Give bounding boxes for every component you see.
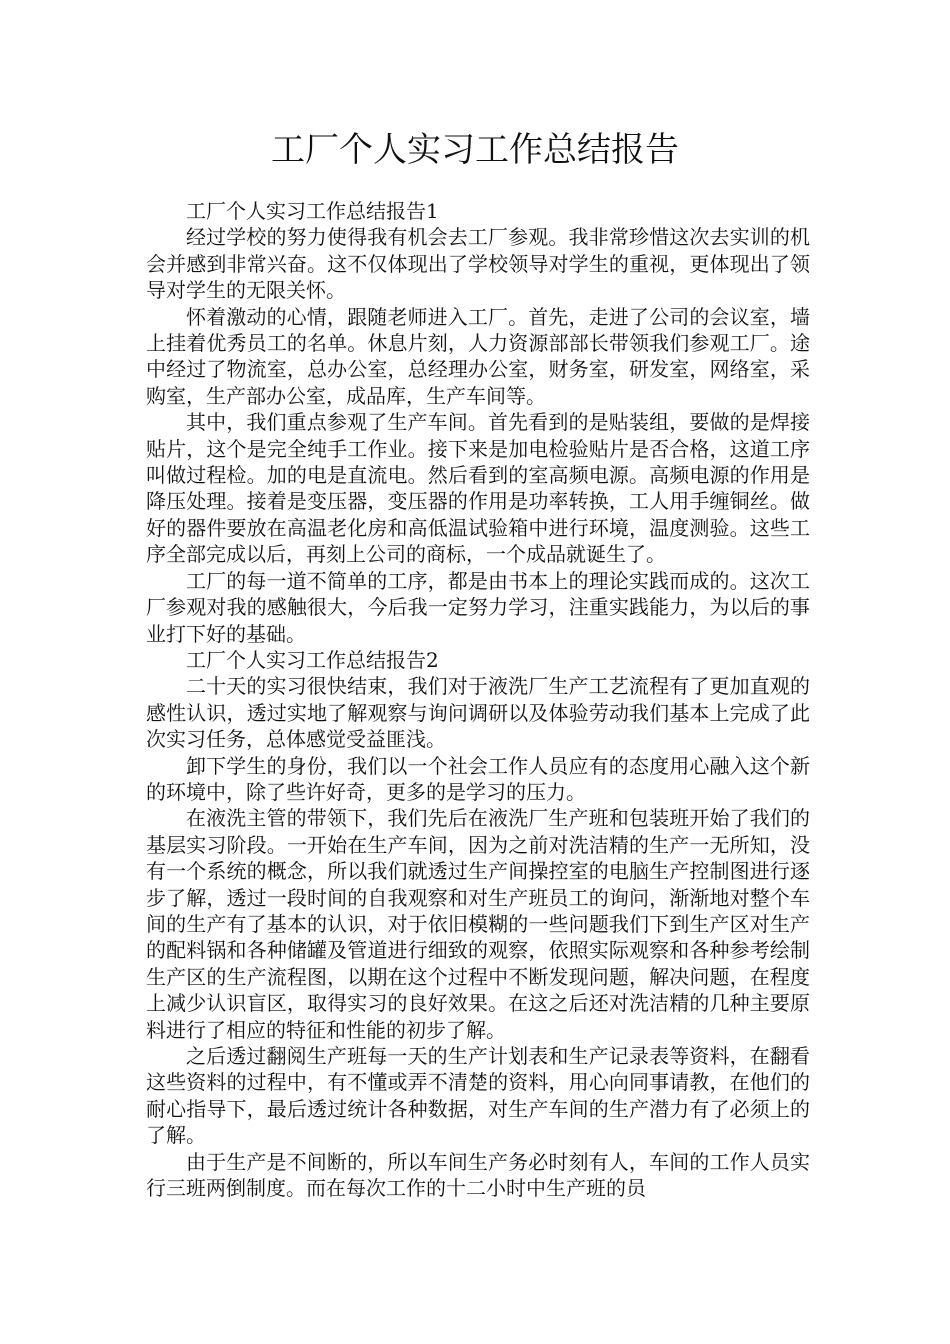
paragraph: 二十天的实习很快结束，我们对于液洗厂生产工艺流程有了更加直观的感性认识，透过实地了解观察与询问调研以及体验劳动我们基本上完成了此次实习任务，总体感觉受益匪浅。 [146, 674, 810, 752]
paragraph: 由于生产是不间断的，所以车间生产务必时刻有人，车间的工作人员实行三班两倒制度。而在每次工作的十二小时中生产班的员 [146, 1149, 810, 1201]
document-body [146, 198, 810, 1201]
paragraph: 怀着激动的心情，跟随老师进入工厂。首先，走进了公司的会议室，墙上挂着优秀员工的名单。休息片刻，人力资源部部长带领我们参观工厂。途中经过了物流室，总办公室，总经理办公室，财务室，研发室，网络室，采购室，生产部办公室，成品库，生产车间等。 [146, 304, 810, 408]
paragraph: 之后透过翻阅生产班每一天的生产计划表和生产记录表等资料，在翻看这些资料的过程中，有不懂或弄不清楚的资料，用心向同事请教，在他们的耐心指导下，最后透过统计各种数据，对生产车间的生产潜力有了必须上的了解。 [146, 1044, 810, 1148]
paragraph: 在液洗主管的带领下，我们先后在液洗厂生产班和包装班开始了我们的基层实习阶段。一开始在生产车间，因为之前对洗洁精的生产一无所知，没有一个系统的概念，所以我们就透过生产间操控室的电脑生产控制图进行逐步了解，透过一段时间的自我观察和对生产班员工的询问，渐渐地对整个车间的生产有了基本的认识，对于依旧模糊的一些问题我们下到生产区对生产的配料锅和各种储罐及管道进行细致的观察，依照实际观察和各种参考绘制生产区的生产流程图，以期在这个过程中不断发现问题，解决问题，在程度上减少认识盲区，取得实习的良好效果。在这之后还对洗洁精的几种主要原料进行了相应的特征和性能的初步了解。 [146, 806, 810, 1042]
paragraph: 经过学校的努力使得我有机会去工厂参观。我非常珍惜这次去实训的机会并感到非常兴奋。这不仅体现出了学校领导对学生的重视，更体现出了领导对学生的无限关怀。 [146, 225, 810, 303]
paragraph: 其中，我们重点参观了生产车间。首先看到的是贴装组，要做的是焊接贴片，这个是完全纯手工作业。接下来是加电检验贴片是否合格，这道工序叫做过程检。加的电是直流电。然后看到的室高频电源。高频电源的作用是降压处理。接着是变压器，变压器的作用是功率转换，工人用手缠铜丝。做好的器件要放在高温老化房和高低温试验箱中进行环境，温度测验。这些工序全部完成以后，再刻上公司的商标，一个成品就诞生了。 [146, 410, 810, 567]
section-heading-1: 工厂个人实习工作总结报告1 [186, 199, 439, 223]
document-title: 工厂个人实习工作总结报告 [271, 130, 679, 170]
section-heading-2: 工厂个人实习工作总结报告2 [186, 647, 439, 672]
paragraph: 工厂的每一道不简单的工序，都是由书本上的理论实践而成的。这次工厂参观对我的感触很大，今后我一定努力学习，注重实践能力，为以后的事业打下好的基础。 [146, 568, 810, 646]
paragraph: 卸下学生的身份，我们以一个社会工作人员应有的态度用心融入这个新的环境中，除了些许好奇，更多的是学习的压力。 [146, 753, 810, 804]
